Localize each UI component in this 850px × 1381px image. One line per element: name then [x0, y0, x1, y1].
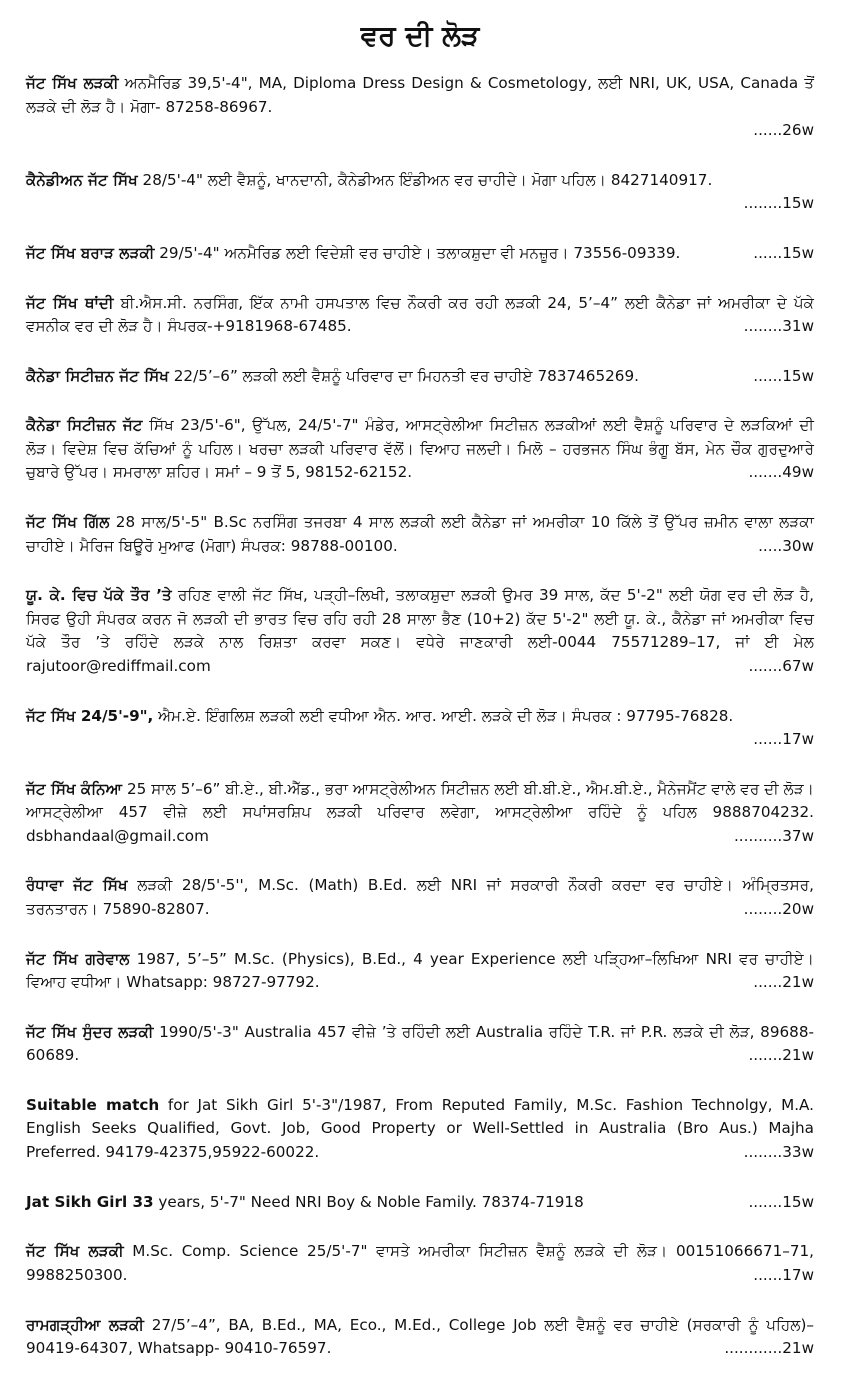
ad-text: 25 ਸਾਲ 5’–6” ਬੀ.ਏ., ਬੀ.ਐੱਡ., ਭਰਾ ਆਸਟ੍ਰੇਲੀਅਨ ਸਿਟੀਜ਼ਨ ਲਈ ਬੀ.ਬੀ.ਏ., ਐਮ.ਬੀ.ਏ., ਮੈਨੇਜਮੈਂਟ ਵਾਲੇ ਵਰ ਦੀ ਲੋੜ। ਆਸਟ੍ਰੇਲੀਆ 457 ਵੀਜ਼ੇ ਲਈ ਸਪਾਂਸਰਸ਼ਿਪ ਲੜਕੀ ਪਰਿਵਾਰ ਲਵੇਗਾ, ਆਸਟ੍ਰੇਲੀਆ ਰਹਿੰਦੇ ਨੂੰ ਪਹਿਲ 9888704232. dsbhandaal@gmail.com — [26, 779, 814, 845]
ad-text: ਐਮ.ਏ. ਇੰਗਲਿਸ਼ ਲੜਕੀ ਲਈ ਵਧੀਆ ਐਨ. ਆਰ. ਆਈ. ਲੜਕੇ ਦੀ ਲੋੜ। ਸੰਪਰਕ : 97795-76828. — [153, 706, 734, 725]
ad-item — [26, 169, 814, 216]
ad-code: ..........37w — [733, 826, 814, 845]
ad-text: 28 ਸਾਲ/5'-5" B.Sc ਨਰਸਿੰਗ ਤਜਰਬਾ 4 ਸਾਲ ਲੜਕੀ ਲਈ ਕੈਨੇਡਾ ਜਾਂ ਅਮਰੀਕਾ 10 ਕਿੱਲੇ ਤੋਂ ਉੱਪਰ ਜ਼ਮੀਨ ਵਾਲਾ ਲੜਕਾ ਚਾਹੀਏ। ਮੈਰਿਜ ਬਿਊਰੋ ਮੁਆਫ (ਮੋਗਾ) ਸੰਪਰਕ: 98788-00100. — [26, 513, 814, 555]
ad-code: .......49w — [748, 463, 814, 482]
ad-code: ......15w — [753, 243, 814, 262]
ad-text: 28/5'-4" ਲਈ ਵੈਸ਼ਨੂੰ, ਖਾਨਦਾਨੀ, ਕੈਨੇਡੀਅਨ ਇੰਡੀਅਨ ਵਰ ਚਾਹੀਦੇ। ਮੋਗਾ ਪਹਿਲ। 8427140917. — [137, 170, 713, 189]
ad-text: ਅਨਮੈਰਿਡ 39,5'-4", MA, Diploma Dress Design & Cosmetology, ਲਈ NRI, UK, USA, Canada ਤੋਂ ਲੜਕੇ ਦੀ ਲੋੜ ਹੈ। ਮੋਗਾ- 87258-86967. — [26, 74, 814, 116]
ad-item — [26, 584, 814, 678]
ad-item — [26, 292, 814, 339]
ad-text: years, 5'-7" Need NRI Boy & Noble Family. 78374-71918 — [153, 1192, 584, 1211]
ad-code: ......17w — [753, 1265, 814, 1284]
ad-code: ......17w — [753, 730, 814, 748]
ad-item — [26, 874, 814, 921]
ad-code: ......26w — [753, 121, 814, 139]
ad-item — [26, 414, 814, 485]
ad-lead: ਰੰਧਾਵਾ ਜੱਟ ਸਿੱਖ — [26, 876, 128, 895]
ad-text: 1987, 5’–5” M.Sc. (Physics), B.Ed., 4 year Experience ਲਈ ਪੜ੍ਹਿਆ–ਲਿਖਿਆ NRI ਵਰ ਚਾਹੀਏ। ਵਿਆਹ ਵਧੀਆ। Whatsapp: 98727-97792. — [26, 949, 814, 992]
ad-item — [26, 1240, 814, 1287]
ad-item — [26, 72, 814, 143]
ad-text: ਬੀ.ਐਸ.ਸੀ. ਨਰਸਿੰਗ, ਇੱਕ ਨਾਮੀ ਹਸਪਤਾਲ ਵਿਚ ਨੌਕਰੀ ਕਰ ਰਹੀ ਲੜਕੀ 24, 5’–4” ਲਈ ਕੈਨੇਡਾ ਜਾਂ ਅਮਰੀਕਾ ਦੇ ਪੱਕੇ ਵਸਨੀਕ ਵਰ ਦੀ ਲੋੜ ਹੈ। ਸੰਪਰਕ-+9181968-67485. — [26, 293, 814, 336]
ad-lead: ਕੈਨੇਡਾ ਸਿਟੀਜ਼ਨ ਜੱਟ ਸਿੱਖ — [26, 366, 169, 385]
ads-list — [26, 72, 814, 1361]
ad-item — [26, 1191, 814, 1215]
ad-lead: ਜੱਟ ਸਿੱਖ ਥਾਂਦੀ — [26, 293, 114, 312]
ad-text: for Jat Sikh Girl 5'-3"/1987, From Reputed Family, M.Sc. Fashion Technolgy, M.A. English Seeks Qualified, Govt. Job, Good Property or Well-Settled in Australia (Bro Aus.) Majha Preferred. 94179-42375,95922-60022. — [26, 1095, 814, 1161]
ad-code: ............21w — [724, 1339, 814, 1357]
ad-text: 29/5'-4" ਅਨਮੈਰਿਡ ਲਈ ਵਿਦੇਸ਼ੀ ਵਰ ਚਾਹੀਏ। ਤਲਾਕਸ਼ੁਦਾ ਵੀ ਮਨਜ਼ੂਰ। 73556-09339. — [154, 243, 681, 262]
ad-lead: ਜੱਟ ਸਿੱਖ ਲੜਕੀ — [26, 74, 119, 92]
ad-lead: ਜੱਟ ਸਿੱਖ ਕੰਨਿਆ — [26, 779, 123, 798]
ad-lead: ਕੈਨੇਡਾ ਸਿਟੀਜ਼ਨ ਜੱਟ — [26, 416, 143, 435]
ad-item — [26, 365, 814, 389]
ad-code: ........31w — [743, 317, 814, 336]
ad-item — [26, 948, 814, 995]
ad-code: .......21w — [748, 1046, 814, 1065]
ad-lead: Jat Sikh Girl 33 — [26, 1192, 154, 1211]
ad-lead: ਜੱਟ ਸਿੱਖ ਸੁੰਦਰ ਲੜਕੀ — [26, 1022, 154, 1041]
ad-lead: ਜੱਟ ਸਿੱਖ ਗਿੱਲ — [26, 513, 110, 532]
ad-item — [26, 778, 814, 849]
ad-lead: ਕੈਨੇਡੀਅਨ ਜੱਟ ਸਿੱਖ — [26, 170, 138, 189]
ad-lead: Suitable match — [26, 1095, 160, 1114]
ad-code: .....30w — [758, 536, 814, 555]
ad-text: 22/5’–6” ਲੜਕੀ ਲਈ ਵੈਸ਼ਨੂੰ ਪਰਿਵਾਰ ਦਾ ਮਿਹਨਤੀ ਵਰ ਚਾਹੀਏ 7837465269. — [168, 366, 639, 385]
ad-text: ਸਿੱਖ 23/5'-6", ਉੱਪਲ, 24/5'-7" ਮੰਡੇਰ, ਆਸਟ੍ਰੇਲੀਆ ਸਿਟੀਜ਼ਨ ਲੜਕੀਆਂ ਲਈ ਵੈਸ਼ਨੂੰ ਪਰਿਵਾਰ ਦੇ ਲੜਕਿਆਂ ਦੀ ਲੋੜ। ਵਿਦੇਸ਼ ਵਿਚ ਕੱਚਿਆਂ ਨੂੰ ਪਹਿਲ। ਖਰਚਾ ਲੜਕੀ ਪਰਿਵਾਰ ਵੱਲੋਂ। ਵਿਆਹ ਜਲਦੀ। ਮਿਲੋ – ਹਰਭਜਨ ਸਿੰਘ ਭੰਗੂ ਬੱਸ, ਮੇਨ ਚੌਕ ਗੁਰਦੁਆਰੇ ਚੁਬਾਰੇ ਉੱਪਰ। ਸਮਰਾਲਾ ਸ਼ਹਿਰ। ਸਮਾਂ – 9 ਤੋਂ 5, 98152-62152. — [26, 416, 815, 482]
ad-code: ......21w — [753, 973, 814, 992]
ad-code: ........33w — [743, 1142, 814, 1161]
ad-lead: ਜੱਟ ਸਿੱਖ ਬਰਾੜ ਲੜਕੀ — [26, 243, 155, 262]
page-title: ਵਰ ਦੀ ਲੋੜ — [360, 19, 480, 52]
ad-text: ਲੜਕੀ 28/5'-5'', M.Sc. (Math) B.Ed. ਲਈ NRI ਜਾਂ ਸਰਕਾਰੀ ਨੌਕਰੀ ਕਰਦਾ ਵਰ ਚਾਹੀਏ। ਅੰਮ੍ਰਿਤਸਰ, ਤਰਨਤਾਰਨ। 75890-82807. — [26, 876, 814, 918]
ad-text: M.Sc. Comp. Science 25/5'-7" ਵਾਸਤੇ ਅਮਰੀਕਾ ਸਿਟੀਜ਼ਨ ਵੈਸ਼ਨੂੰ ਲੜਕੇ ਦੀ ਲੋੜ। 00151066671–71, 9988250300. — [26, 1242, 814, 1284]
ad-lead: ਯੂ. ਕੇ. ਵਿਚ ਪੱਕੇ ਤੌਰ ’ਤੇ — [26, 586, 172, 605]
ad-lead: ਰਾਮਗੜ੍ਹੀਆ ਲੜਕੀ — [26, 1315, 144, 1334]
ad-item — [26, 1314, 814, 1361]
ad-lead: ਜੱਟ ਸਿੱਖ 24/5'-9", — [26, 706, 154, 725]
ad-lead: ਜੱਟ ਸਿੱਖ ਗਰੇਵਾਲ — [26, 949, 130, 968]
ad-code: ......15w — [753, 366, 814, 385]
ad-code: ........20w — [743, 899, 814, 918]
ad-lead: ਜੱਟ ਸਿੱਖ ਲੜਕੀ — [26, 1242, 124, 1261]
ad-item — [26, 511, 814, 558]
ad-text: ਰਹਿਣ ਵਾਲੀ ਜੱਟ ਸਿੱਖ, ਪੜ੍ਹੀ–ਲਿਖੀ, ਤਲਾਕਸ਼ੁਦਾ ਲੜਕੀ ਉਮਰ 39 ਸਾਲ, ਕੱਦ 5'-2" ਲਈ ਯੋਗ ਵਰ ਦੀ ਲੋੜ ਹੈ, ਸਿਰਫ ਉਹੀ ਸੰਪਰਕ ਕਰਨ ਜੋ ਲੜਕੀ ਦੀ ਭਾਰਤ ਵਿਚ ਰਹਿ ਰਹੀ 28 ਸਾਲਾ ਭੈਣ (10+2) ਕੱਦ 5'-2" ਲਈ ਯੂ. ਕੇ., ਕੈਨੇਡਾ ਜਾਂ ਅਮਰੀਕਾ ਵਿਚ ਪੱਕੇ ਤੌਰ ’ਤੇ ਰਹਿੰਦੇ ਲੜਕੇ ਨਾਲ ਰਿਸ਼ਤਾ ਕਰਵਾ ਸਕਣ। ਵਧੇਰੇ ਜਾਣਕਾਰੀ ਲਈ-0044 75571289–17, ਜਾਂ ਈ ਮੇਲ rajutoor@rediffmail.com — [26, 586, 814, 675]
ad-item — [26, 1094, 814, 1165]
ad-text: 27/5’–4”, BA, B.Ed., MA, Eco., M.Ed., College Job ਲਈ ਵੈਸ਼ਨੂੰ ਵਰ ਚਾਹੀਏ (ਸਰਕਾਰੀ ਨੂੰ ਪਹਿਲ)– 90419-64307, Whatsapp- 90410-76597. — [26, 1315, 814, 1357]
ad-item — [26, 242, 814, 266]
ad-code: .......15w — [748, 1192, 814, 1211]
ad-code: ........15w — [743, 194, 814, 213]
ad-item — [26, 1021, 814, 1068]
ad-item — [26, 705, 814, 752]
ad-code: .......67w — [748, 656, 814, 675]
ad-text: 1990/5'-3" Australia 457 ਵੀਜ਼ੇ ’ਤੇ ਰਹਿੰਦੀ ਲਈ Australia ਰਹਿੰਦੇ T.R. ਜਾਂ P.R. ਲੜਕੇ ਦੀ ਲੋੜ, 89688-60689. — [26, 1022, 814, 1065]
